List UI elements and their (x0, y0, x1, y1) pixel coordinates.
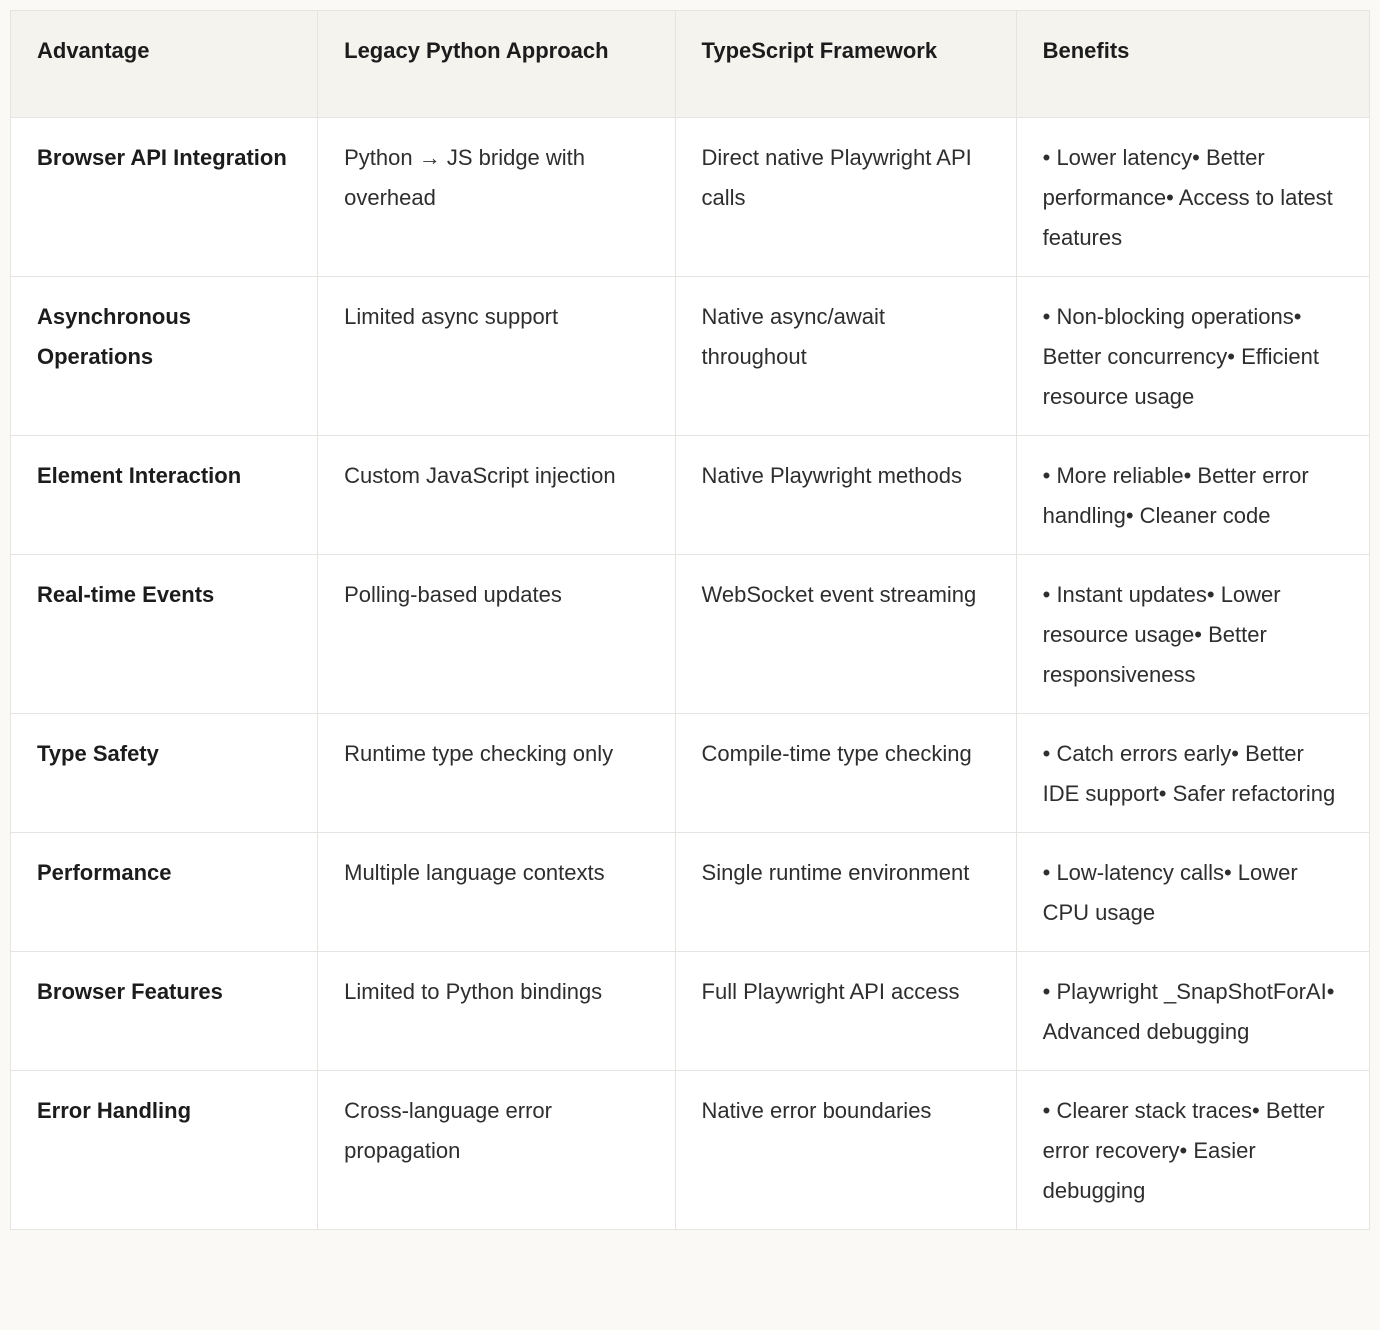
table-row (11, 714, 1370, 833)
table-row (11, 118, 1370, 277)
cell-legacy-approach: Multiple language contexts (318, 833, 675, 952)
cell-advantage: Asynchronous Operations (11, 277, 318, 436)
cell-legacy-approach: Polling-based updates (318, 555, 675, 714)
cell-legacy-approach: Custom JavaScript injection (318, 436, 675, 555)
cell-benefits: • Lower latency• Better performance• Access to latest features (1016, 118, 1369, 277)
comparison-table (10, 10, 1370, 1230)
cell-typescript-framework: Native Playwright methods (675, 436, 1016, 555)
cell-legacy-approach: Limited async support (318, 277, 675, 436)
cell-legacy-approach: Limited to Python bindings (318, 952, 675, 1071)
cell-legacy-approach: Cross-language error propagation (318, 1071, 675, 1230)
cell-advantage: Real-time Events (11, 555, 318, 714)
column-header-benefits: Benefits (1016, 11, 1369, 118)
cell-typescript-framework: Compile-time type checking (675, 714, 1016, 833)
column-header-advantage: Advantage (11, 11, 318, 118)
cell-benefits: • Low-latency calls• Lower CPU usage (1016, 833, 1369, 952)
column-header-legacy-python-approach: Legacy Python Approach (318, 11, 675, 118)
cell-advantage: Error Handling (11, 1071, 318, 1230)
cell-legacy-approach: Python → JS bridge with overhead (318, 118, 675, 277)
table-row (11, 277, 1370, 436)
column-header-typescript-framework: TypeScript Framework (675, 11, 1016, 118)
table-row (11, 952, 1370, 1071)
cell-typescript-framework: WebSocket event streaming (675, 555, 1016, 714)
cell-advantage: Performance (11, 833, 318, 952)
cell-benefits: • Instant updates• Lower resource usage• Better responsiveness (1016, 555, 1369, 714)
cell-benefits: • Catch errors early• Better IDE support• Safer refactoring (1016, 714, 1369, 833)
cell-advantage: Type Safety (11, 714, 318, 833)
cell-legacy-approach: Runtime type checking only (318, 714, 675, 833)
cell-typescript-framework: Full Playwright API access (675, 952, 1016, 1071)
table-row (11, 555, 1370, 714)
cell-advantage: Element Interaction (11, 436, 318, 555)
cell-advantage: Browser API Integration (11, 118, 318, 277)
cell-benefits: • More reliable• Better error handling• Cleaner code (1016, 436, 1369, 555)
cell-benefits: • Playwright _SnapShotForAI• Advanced debugging (1016, 952, 1369, 1071)
table-row (11, 1071, 1370, 1230)
cell-benefits: • Non-blocking operations• Better concurrency• Efficient resource usage (1016, 277, 1369, 436)
table-header-row (11, 11, 1370, 118)
cell-advantage: Browser Features (11, 952, 318, 1071)
table-row (11, 436, 1370, 555)
cell-typescript-framework: Native error boundaries (675, 1071, 1016, 1230)
cell-benefits: • Clearer stack traces• Better error recovery• Easier debugging (1016, 1071, 1369, 1230)
cell-typescript-framework: Single runtime environment (675, 833, 1016, 952)
table-row (11, 833, 1370, 952)
cell-typescript-framework: Native async/await throughout (675, 277, 1016, 436)
cell-typescript-framework: Direct native Playwright API calls (675, 118, 1016, 277)
